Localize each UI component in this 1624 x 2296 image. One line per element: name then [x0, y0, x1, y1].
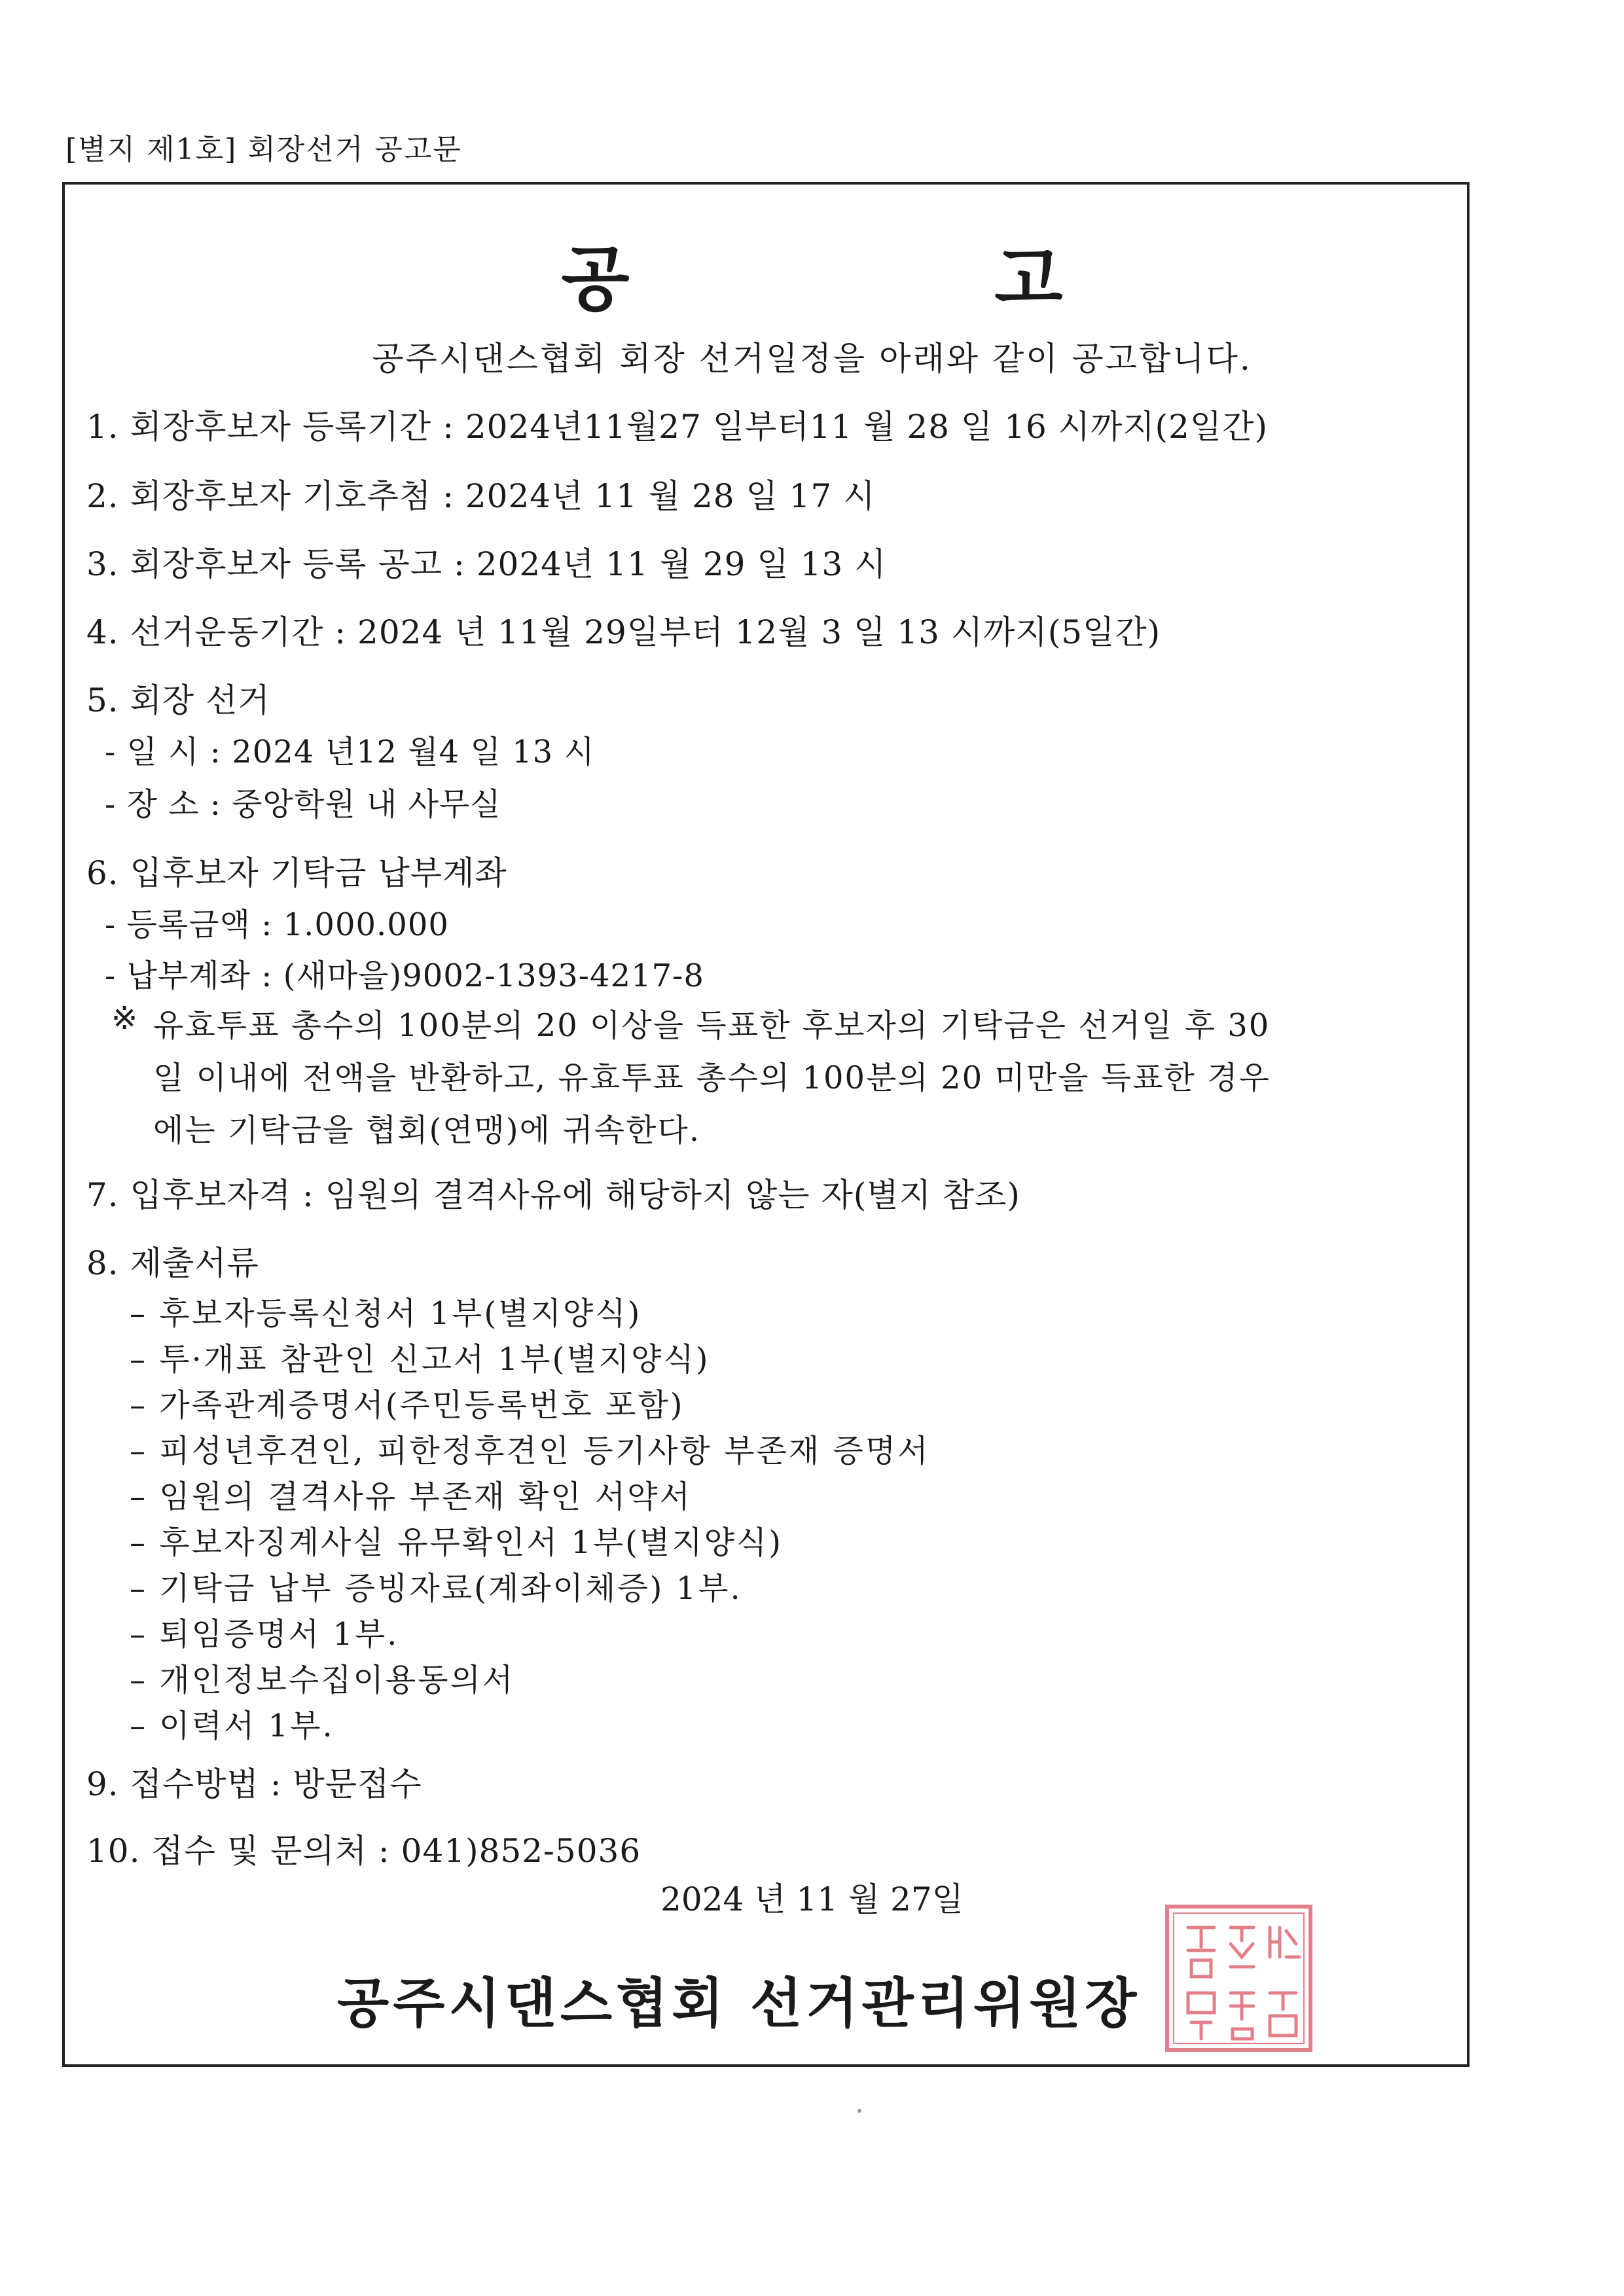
document-item: – 기탁금 납부 증빙자료(계좌이체증) 1부.: [130, 1570, 742, 1607]
item-submission-method: 9. 접수방법 : 방문접수: [86, 1765, 422, 1803]
note-line-3: 에는 기탁금을 협회(연맹)에 귀속한다.: [153, 1112, 701, 1149]
reference-mark: ※: [111, 1000, 139, 1037]
election-place: - 장 소 : 중앙학원 내 사무실: [105, 786, 501, 823]
document-item: – 투·개표 참관인 신고서 1부(별지양식): [130, 1341, 710, 1378]
election-time: - 일 시 : 2024 년12 월4 일 13 시: [105, 734, 595, 770]
scan-speck: [857, 2109, 861, 2113]
notice-date: 2024 년 11 월 27일: [660, 1880, 964, 1918]
document-item: – 퇴임증명서 1부.: [130, 1616, 399, 1653]
document-item: – 임원의 결격사유 부존재 확인 서약서: [130, 1479, 692, 1515]
document-item: – 후보자등록신청서 1부(별지양식): [130, 1295, 642, 1332]
notice-intro: 공주시댄스협회 회장 선거일정을 아래와 같이 공고합니다.: [372, 340, 1252, 378]
document-item: – 가족관계증명서(주민등록번호 포함): [130, 1387, 685, 1424]
item-contact: 10. 접수 및 문의처 : 041)852-5036: [86, 1832, 641, 1870]
deposit-account-number: - 납부계좌 : (새마을)9002-1393-4217-8: [105, 958, 704, 994]
document-item: – 피성년후견인, 피한정후견인 등기사항 부존재 증명서: [130, 1433, 930, 1469]
item-campaign-period: 4. 선거운동기간 : 2024 년 11월 29일부터 12월 3 일 13 시까지(5일간): [86, 613, 1161, 651]
document-item: – 개인정보수집이용동의서: [130, 1662, 515, 1698]
deposit-amount: - 등록금액 : 1.000.000: [105, 906, 449, 943]
official-seal-icon: [1162, 1901, 1316, 2055]
item-documents: 8. 제출서류: [86, 1244, 259, 1282]
item-election: 5. 회장 선거: [86, 681, 270, 719]
document-item: – 후보자징계사실 유무확인서 1부(별지양식): [130, 1524, 784, 1561]
form-label: [별지 제1호] 회장선거 공고문: [65, 133, 462, 166]
note-line-2: 일 이내에 전액을 반환하고, 유효투표 총수의 100분의 20 미만을 득표한 경우: [153, 1060, 1271, 1096]
issuer-signature: 공주시댄스협회 선거관리위원장: [337, 1972, 1141, 2035]
item-deposit-account: 6. 입후보자 기탁금 납부계좌: [86, 854, 507, 892]
notice-title: 공 고: [561, 238, 1233, 321]
item-registration-notice: 3. 회장후보자 등록 공고 : 2024년 11 월 29 일 13 시: [86, 545, 887, 583]
item-number-draw: 2. 회장후보자 기호추첨 : 2024년 11 월 28 일 17 시: [86, 477, 876, 515]
item-registration-period: 1. 회장후보자 등록기간 : 2024년11월27 일부터11 월 28 일 16 시까지(2일간): [86, 408, 1268, 446]
item-eligibility: 7. 입후보자격 : 임원의 결격사유에 해당하지 않는 자(별지 참조): [86, 1176, 1020, 1214]
document-item: – 이력서 1부.: [130, 1708, 334, 1744]
note-line-1: 유효투표 총수의 100분의 20 이상을 득표한 후보자의 기탁금은 선거일 후 30: [153, 1007, 1271, 1044]
